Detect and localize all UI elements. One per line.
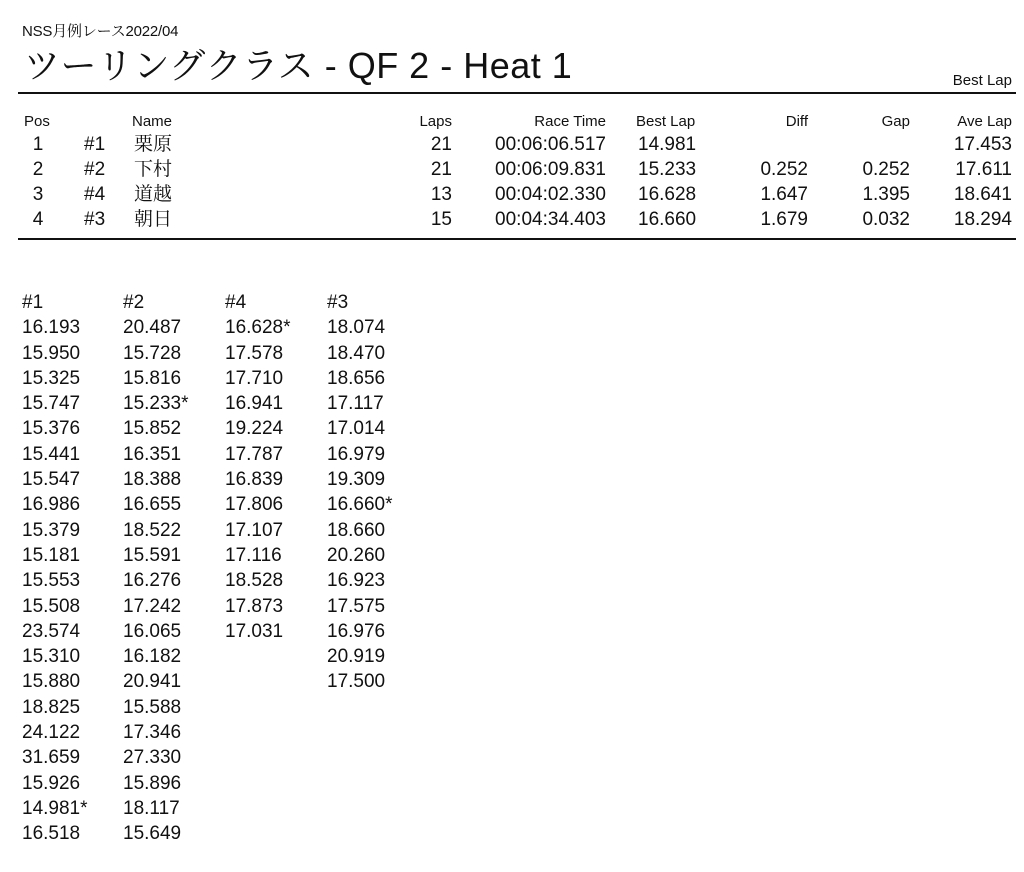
lap-time: 16.655 <box>123 494 182 516</box>
result-gap: 0.032 <box>862 209 910 230</box>
results-rows <box>18 132 1016 232</box>
result-gap: 1.395 <box>862 184 910 205</box>
result-car-number: #2 <box>84 159 106 180</box>
lap-time: 17.710 <box>225 367 284 389</box>
lap-time: 15.233* <box>123 393 189 415</box>
result-row <box>18 207 1016 232</box>
result-row <box>18 182 1016 207</box>
lap-time: 17.031 <box>225 620 284 642</box>
col-laps-header: Laps <box>419 113 452 130</box>
lap-time: 15.728 <box>123 342 182 364</box>
lap-time: 19.309 <box>327 469 386 491</box>
lap-time: 16.276 <box>123 570 182 592</box>
lap-time: 15.441 <box>22 443 81 465</box>
result-car-number: #4 <box>84 184 106 205</box>
lap-time: 20.941 <box>123 671 182 693</box>
result-race-time: 00:06:06.517 <box>495 134 606 155</box>
lap-time: 17.346 <box>123 722 182 744</box>
result-best-lap: 16.660 <box>638 209 697 230</box>
lap-time: 15.508 <box>22 595 81 617</box>
result-laps: 21 <box>430 159 452 180</box>
lap-time: 15.591 <box>123 544 182 566</box>
lap-time: 20.487 <box>123 317 182 339</box>
result-race-time: 00:04:02.330 <box>495 184 606 205</box>
lap-column <box>225 290 325 644</box>
lap-time: 14.981* <box>22 797 88 819</box>
result-diff: 1.647 <box>760 184 808 205</box>
lap-time: 15.926 <box>22 772 81 794</box>
lap-column <box>123 290 223 847</box>
lap-time: 15.553 <box>22 570 81 592</box>
col-race-time-header: Race Time <box>534 113 606 130</box>
lap-time: 15.747 <box>22 393 81 415</box>
lap-time: 18.388 <box>123 469 182 491</box>
lap-time: 20.919 <box>327 646 386 668</box>
lap-time: 17.873 <box>225 595 284 617</box>
lap-time: 17.500 <box>327 671 386 693</box>
lap-time: 15.896 <box>123 772 182 794</box>
lap-time: 16.941 <box>225 393 284 415</box>
lap-time: 15.816 <box>123 367 182 389</box>
col-best-lap-header: Best Lap <box>636 113 696 130</box>
lap-time: 16.518 <box>22 823 81 845</box>
col-pos-header: Pos <box>24 113 50 130</box>
lap-column-header: #3 <box>327 292 349 313</box>
result-driver-name: 栗原 <box>134 134 173 155</box>
lap-time: 17.578 <box>225 342 284 364</box>
lap-time: 17.575 <box>327 595 386 617</box>
lap-time: 24.122 <box>22 722 81 744</box>
result-ave-lap: 17.453 <box>953 134 1012 155</box>
col-ave-lap-header: Ave Lap <box>957 113 1012 130</box>
result-row <box>18 157 1016 182</box>
lap-column <box>22 290 122 847</box>
lap-time: 16.660* <box>327 494 393 516</box>
col-gap-header: Gap <box>881 113 910 130</box>
lap-time: 20.260 <box>327 544 386 566</box>
lap-time: 18.522 <box>123 519 182 541</box>
result-pos: 3 <box>32 184 44 205</box>
lap-time: 18.528 <box>225 570 284 592</box>
lap-time: 17.116 <box>225 544 282 566</box>
result-driver-name: 下村 <box>134 159 173 180</box>
result-best-lap: 15.233 <box>638 159 697 180</box>
result-row <box>18 132 1016 157</box>
col-name-header: Name <box>132 113 173 130</box>
lap-time: 15.181 <box>22 544 81 566</box>
lap-time: 31.659 <box>22 747 81 769</box>
lap-column-header: #1 <box>22 292 44 313</box>
lap-time: 15.588 <box>123 696 182 718</box>
result-diff: 1.679 <box>760 209 808 230</box>
result-car-number: #3 <box>84 209 106 230</box>
col-diff-header: Diff <box>785 113 808 130</box>
lap-time: 16.182 <box>123 646 182 668</box>
lap-time: 17.107 <box>225 519 284 541</box>
lap-time: 16.193 <box>22 317 81 339</box>
lap-time: 17.117 <box>327 393 384 415</box>
lap-time: 18.660 <box>327 519 386 541</box>
lap-time: 16.923 <box>327 570 386 592</box>
result-ave-lap: 17.611 <box>955 159 1012 180</box>
lap-time: 15.950 <box>22 342 81 364</box>
result-pos: 2 <box>32 159 44 180</box>
lap-time: 15.880 <box>22 671 81 693</box>
top-rule <box>18 92 1016 94</box>
lap-time: 16.976 <box>327 620 386 642</box>
lap-time: 18.117 <box>123 797 180 819</box>
report-subtitle: NSS月例レース2022/04 <box>22 23 179 40</box>
lap-time: 15.379 <box>22 519 81 541</box>
result-car-number: #1 <box>84 134 106 155</box>
lap-time: 17.806 <box>225 494 284 516</box>
lap-time: 15.310 <box>22 646 81 668</box>
lap-time: 17.787 <box>225 443 284 465</box>
result-ave-lap: 18.294 <box>953 209 1012 230</box>
result-driver-name: 道越 <box>134 184 173 205</box>
bottom-rule <box>18 238 1016 240</box>
lap-time: 18.825 <box>22 696 81 718</box>
lap-time: 27.330 <box>123 747 182 769</box>
lap-time: 17.014 <box>327 418 386 440</box>
result-laps: 13 <box>430 184 452 205</box>
result-driver-name: 朝日 <box>134 209 173 230</box>
lap-time: 15.547 <box>22 469 81 491</box>
lap-time: 16.351 <box>123 443 182 465</box>
lap-time: 15.649 <box>123 823 182 845</box>
report-title: ツーリングクラス - QF 2 - Heat 1 <box>24 45 573 86</box>
lap-time: 19.224 <box>225 418 284 440</box>
lap-time: 18.656 <box>327 367 386 389</box>
result-race-time: 00:04:34.403 <box>495 209 606 230</box>
lap-time: 15.376 <box>22 418 81 440</box>
results-table <box>18 112 1016 232</box>
lap-time: 23.574 <box>22 620 81 642</box>
result-laps: 15 <box>430 209 452 230</box>
result-laps: 21 <box>430 134 452 155</box>
result-diff: 0.252 <box>760 159 808 180</box>
lap-time: 16.979 <box>327 443 386 465</box>
best-lap-label: Best Lap <box>952 72 1012 89</box>
results-header-row <box>18 112 1016 132</box>
lap-time: 16.839 <box>225 469 284 491</box>
lap-time: 18.470 <box>327 342 386 364</box>
lap-time: 16.065 <box>123 620 182 642</box>
lap-column <box>327 290 427 695</box>
lap-time: 18.074 <box>327 317 386 339</box>
result-best-lap: 16.628 <box>638 184 697 205</box>
lap-time: 15.852 <box>123 418 182 440</box>
result-ave-lap: 18.641 <box>953 184 1012 205</box>
lap-column-header: #4 <box>225 292 247 313</box>
result-pos: 4 <box>32 209 44 230</box>
lap-time: 16.628* <box>225 317 291 339</box>
lap-column-header: #2 <box>123 292 145 313</box>
result-gap: 0.252 <box>862 159 910 180</box>
result-race-time: 00:06:09.831 <box>495 159 606 180</box>
lap-time: 15.325 <box>22 367 81 389</box>
lap-time: 17.242 <box>123 595 182 617</box>
result-pos: 1 <box>32 134 44 155</box>
result-best-lap: 14.981 <box>638 134 697 155</box>
lap-time: 16.986 <box>22 494 81 516</box>
